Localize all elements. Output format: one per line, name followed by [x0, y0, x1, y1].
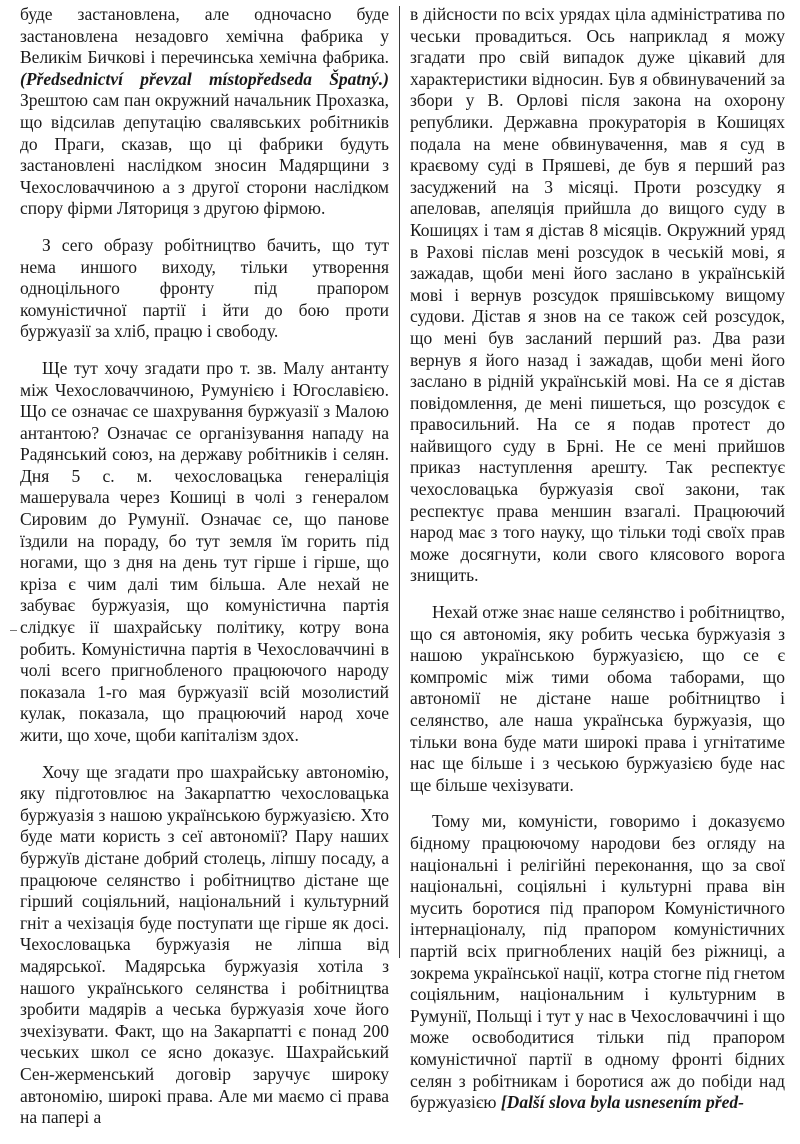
column-divider: [399, 6, 400, 958]
paragraph: [410, 811, 785, 1113]
paragraph-text: буде застановлена, але одночасно буде застановлена незадовго хемічна фабрика у Великім Бичкові і перечинська хемічна фабрика.: [20, 4, 389, 68]
paragraph: Ще тут хочу згадати про т. зв. Малу антанту між Чехословаччиною, Румунією і Югославією. Що се означає се шахрування буржуазії з Малою антантою? Означає се організування нападу на Радянський союз, на державу робітників і селян. Дня 5 с. м. чехословацька генераліція машерувала через Кошиці в чолі з генералом Сировим до Румунії. Означає се, що панове їздили на пораду, бо тут земля їм горить під ногами, що з дня на день тут гірше і гірше, що кріза є чим далі тим більша. Але нехай не забуває буржуазія, що комуністична партія слідкує ії шахрайську політику, котру вона робить. Комуністична партія в Чехословаччині в чолі всего пригнобленого працюючого народу показала 1-го мая буржуазії всій мозолистий кулак, показала, що працюючий народ хоче жити, що хоче, щоби капіталізм здох.: [20, 357, 389, 745]
paragraph-text: Тому ми, комуністи, говоримо і доказуємо бідному працюючому народови без огляду на національні і релігійні переконання, що за свої національні, соціяльні і культурні права він мусить боротися під прапором Комуністичного інтернаціоналу, під прапором комуністичних партій всіх пригноблених націй без ріжниці, а зокрема української нації, котра стогне під гнетом соціяльним, національним і культурним в Румунії, Польщі і тут у нас в Чехословаччині і що може освободитися тільки під прапором комуністичної партії в одному фронті бідних селян з робітникам і боротися аж до побіди над буржуазією: [410, 811, 785, 1113]
paragraph-text: Зрештою сам пан окружний начальник Прохазка, що відсилав депутацію свалявських робітників до Праги, сказав, що ці фабрики будуть застановлені наслідком зносин Мадярщини з Чехословаччиною а з другої сторони наслідком спору фірми Ляториця з другою фірмою.: [20, 90, 389, 219]
paragraph: Нехай отже знає наше селянство і робітництво, що ся автономія, яку робить чеська буржуазія з нашою українською буржуазією, що се є компроміс між тими обома таборами, що автономії не дістане наше робітництво і селянство, але наша українська буржуазія, що тільки вона буде мати широкі права і угнітатиме нас ще більше і з чеською буржуазією буде нас ще більше чехізувати.: [410, 602, 786, 795]
paragraph: Хочу ще згадати про шахрайську автономію, яку підготовлює на Закарпаттю чехословацька буржуазія з нашою українською буржуазією. Хто буде мати користь з сеї автономії? Пару наших буржуїв дістане добрий столець, ліпшу посаду, а працююче селянство і робітництво дістане ще гірший соціяльний, національний і культурний гніт а чехізація буде поступати ще гірше як досі. Чехословацька буржуазія не ліпша від мадярської. Мадярська буржуазія хотіла з нашого українського селянства і робітництва зробити мадярів а чеська буржуазія хоче його зчехізувати. Факт, що на Закарпатті є понад 200 чеських школ се ясно доказує. Шахрайський Сен-жерменський договір заручує широку автономію, широкі права. Але ми маємо сі права на папері а: [20, 761, 389, 1128]
right-column: [410, 4, 785, 1129]
left-column: [20, 4, 389, 1144]
margin-mark: [10, 630, 17, 631]
paragraph: в дійсности по всіх урядах ціла адміністратива по чеськи провадиться. Ось наприклад я можу згадати про свій випадок дуже цікавий для характеристики відносин. Був я обвинувачений за збори у В. Орлові після закона на охорону републики. Державна прокураторія в Кошицях подала на мене обвинувачення, мав я суд в краєвому суді в Пряшеві, де був я перший раз засуджений на 3 місяці. Проти розсудку я апеловав, апеляція прийшла до вищого суду в Кошицях і там я дістав 8 місяців. Окружний уряд в Рахові післав мені розсудок в чеській мові, я зажадав, щоби мені його заслано в українській мові і вернув розсудок пряшівському вищому судови. Дістав я знов на се також сей розсудок, що мені був засланий перший раз. Два рази вернув я його назад і зажадав, щоби мені його заслано в рідній українській мові. На се я дістав повідомлення, де мені пишеться, що розсудок є правосильний. На се я подав протест до найвищого суду в Брні. Не се мені прийшов приказ наступлення арешту. Так респектує чехословацька буржуазія свої закони, так респектує права меншин взагалі. Працюючий народ має з того науку, що тільки тоді своїх прав може досягнути, коли свого клясового ворога знищить.: [410, 4, 785, 586]
italic-note: (Předsednictví převzal místopředseda Špatný.): [20, 68, 389, 89]
italic-note: [Další slova byla usnesením před-: [500, 1092, 744, 1113]
paragraph: З сего образу робітництво бачить, що тут нема иншого виходу, тільки утворення одноцільного фронту під прапором комуністичної партії і йти до бою проти буржуазії за хліб, працю і свободу.: [20, 234, 389, 342]
paragraph: [20, 4, 389, 220]
